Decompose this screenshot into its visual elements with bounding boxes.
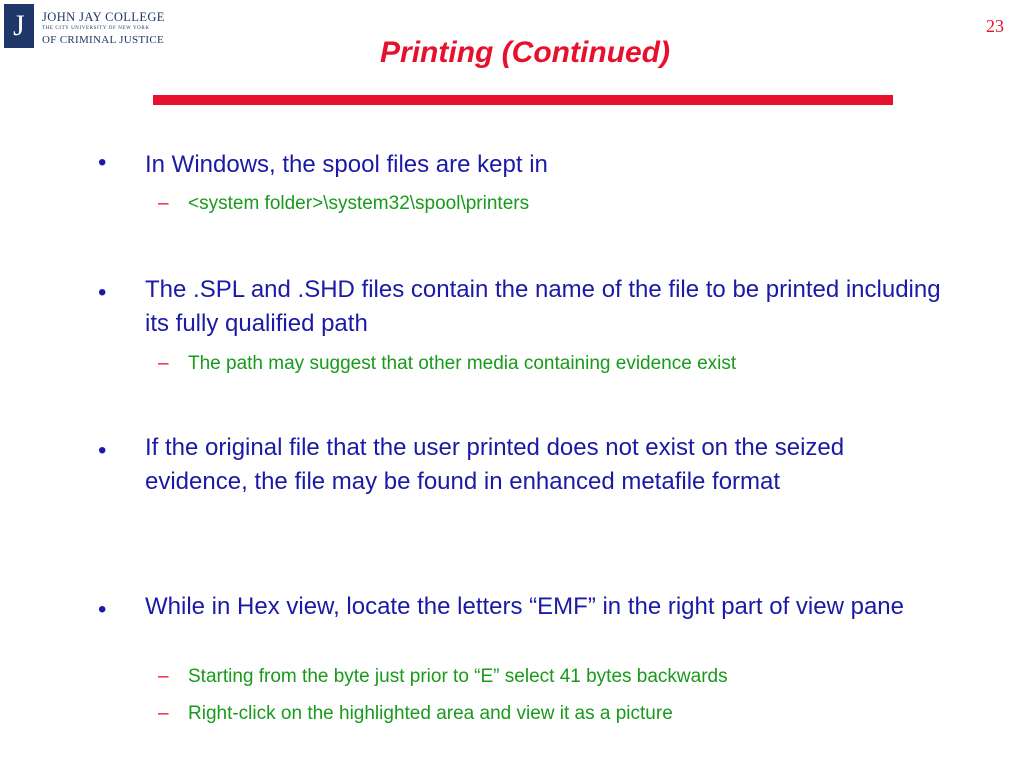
slide-title: Printing (Continued) [380,36,670,69]
logo-line-1: JOHN JAY COLLEGE [42,10,165,24]
bullet-marker: • [98,279,107,306]
sub-bullet-text: Right-click on the highlighted area and view it as a picture [188,703,673,724]
sub-bullet-dash: – [158,193,169,214]
sub-bullet-dash: – [158,353,169,374]
logo-line-2: THE CITY UNIVERSITY OF NEW YORK [42,26,150,31]
sub-bullet-dash: – [158,703,169,724]
logo-letter: J [4,4,34,48]
bullet-marker: • [98,437,107,464]
bullet-text: The .SPL and .SHD files contain the name of the file to be printed including its fully qualified path [145,276,941,337]
sub-bullet-text: Starting from the byte just prior to “E” select 41 bytes backwards [188,666,728,687]
sub-bullet-text: The path may suggest that other media containing evidence exist [188,353,737,374]
sub-bullet-dash: – [158,666,169,687]
bullet-text: If the original file that the user printed does not exist on the seized evidence, the file may be found in enhanced metafile format [145,434,845,495]
slide-number: 23 [986,16,1004,36]
sub-bullet-text: <system folder>\system32\spool\printers [188,193,530,214]
bullet-marker: • [98,596,107,623]
logo-line-3: OF CRIMINAL JUSTICE [42,34,165,46]
bullet-marker: • [98,149,107,176]
bullet-text: In Windows, the spool files are kept in [145,151,548,178]
title-underline [153,95,893,105]
bullet-text: While in Hex view, locate the letters “EMF” in the right part of view pane [145,593,904,620]
